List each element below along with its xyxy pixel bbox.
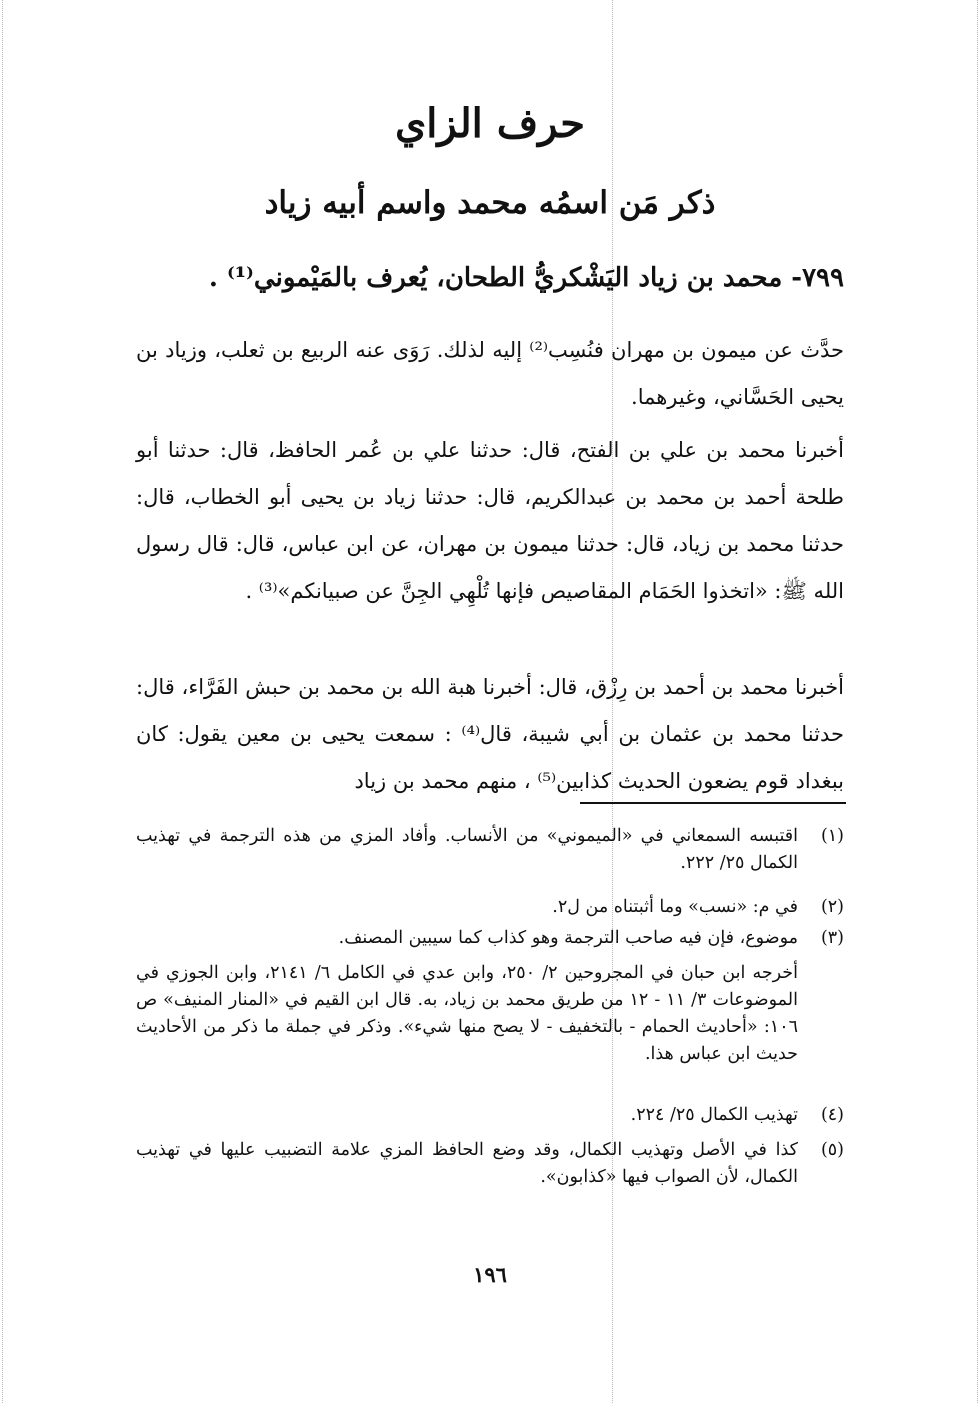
chapter-title: حرف الزاي xyxy=(395,100,585,147)
footnote-text: اقتبسه السمعاني في «الميموني» من الأنساب. وأفاد المزي من هذه الترجمة في تهذيب الكمال ٢٥/ ٢٢٢. xyxy=(136,826,798,873)
body-paragraph: أخبرنا محمد بن أحمد بن رِزْق، قال: أخبرنا هبة الله بن محمد بن حبش الفَرَّاء، قال: حدثنا محمد بن عثمان بن أبي شيبة، قال⁽⁴⁾ : سمعت يحيى بن معين يقول: كان ببغداد قوم يضعون الحديث كذابين⁽⁵⁾ ، منهم محمد بن زياد xyxy=(136,675,844,793)
footnote-separator xyxy=(580,802,846,804)
footnote xyxy=(136,1102,844,1129)
footnote-text: تهذيب الكمال ٢٥/ ٢٢٤. xyxy=(630,1105,798,1125)
body-paragraph: أخبرنا محمد بن علي بن الفتح، قال: حدثنا علي بن عُمر الحافظ، قال: حدثنا أبو طلحة أحمد بن محمد بن عبدالكريم، قال: حدثنا زياد بن يحيى أبو الخطاب، قال: حدثنا محمد بن زياد، قال: حدثنا ميمون بن مهران، عن ابن عباس، قال: قال رسول الله ﷺ: «اتخذوا الحَمَام المقاصيص فإنها تُلْهِي الجِنَّ عن صبيانكم»⁽³⁾ . xyxy=(136,438,844,603)
footnote xyxy=(136,823,844,877)
footnote xyxy=(136,894,844,921)
footnote-number: (١) xyxy=(820,826,844,846)
footnote xyxy=(136,1137,844,1191)
scan-edge-line-right xyxy=(977,0,978,1403)
footnote xyxy=(136,925,844,952)
footnote-text: أخرجه ابن حبان في المجروحين ٢/ ٢٥٠، وابن عدي في الكامل ٦/ ٢١٤١، وابن الجوزي في الموضوعات ٣/ ١١ - ١٢ من طريق محمد بن زياد، به. قال ابن القيم في «المنار المنيف» ص ١٠٦: «أحاديث الحمام - بالتخفيف - لا يصح منها شيء». وذكر في جملة ما ذكر من الأحاديث حديث ابن عباس هذا. xyxy=(136,963,798,1064)
footnote-number: (٣) xyxy=(820,928,844,948)
scan-edge-line-left xyxy=(2,0,3,1403)
body-paragraph: حدَّث عن ميمون بن مهران فنُسِب⁽²⁾ إليه لذلك. رَوَى عنه الربيع بن ثعلب، وزياد بن يحيى الحَسَّاني، وغيرهما. xyxy=(136,338,844,409)
footnote-text: في م: «نسب» وما أثبتناه من ل٢. xyxy=(552,897,798,917)
entry-title: ٧٩٩- محمد بن زياد اليَشْكريُّ الطحان، يُعرف بالمَيْموني⁽¹⁾ . xyxy=(208,263,844,293)
section-title: ذكر مَن اسمُه محمد واسم أبيه زياد xyxy=(264,185,716,221)
footnote-number: (٥) xyxy=(820,1140,844,1160)
page-number: ١٩٦ xyxy=(473,1262,507,1287)
footnote-continuation xyxy=(136,960,844,1068)
footnote-text: موضوع، فإن فيه صاحب الترجمة وهو كذاب كما سيبين المصنف. xyxy=(338,928,798,948)
footnote-number: (٤) xyxy=(820,1105,844,1125)
footnote-text: كذا في الأصل وتهذيب الكمال، وقد وضع الحافظ المزي علامة التضبيب عليها في تهذيب الكمال، لأن الصواب فيها «كذابون». xyxy=(136,1140,798,1187)
footnote-number: (٢) xyxy=(820,897,844,917)
